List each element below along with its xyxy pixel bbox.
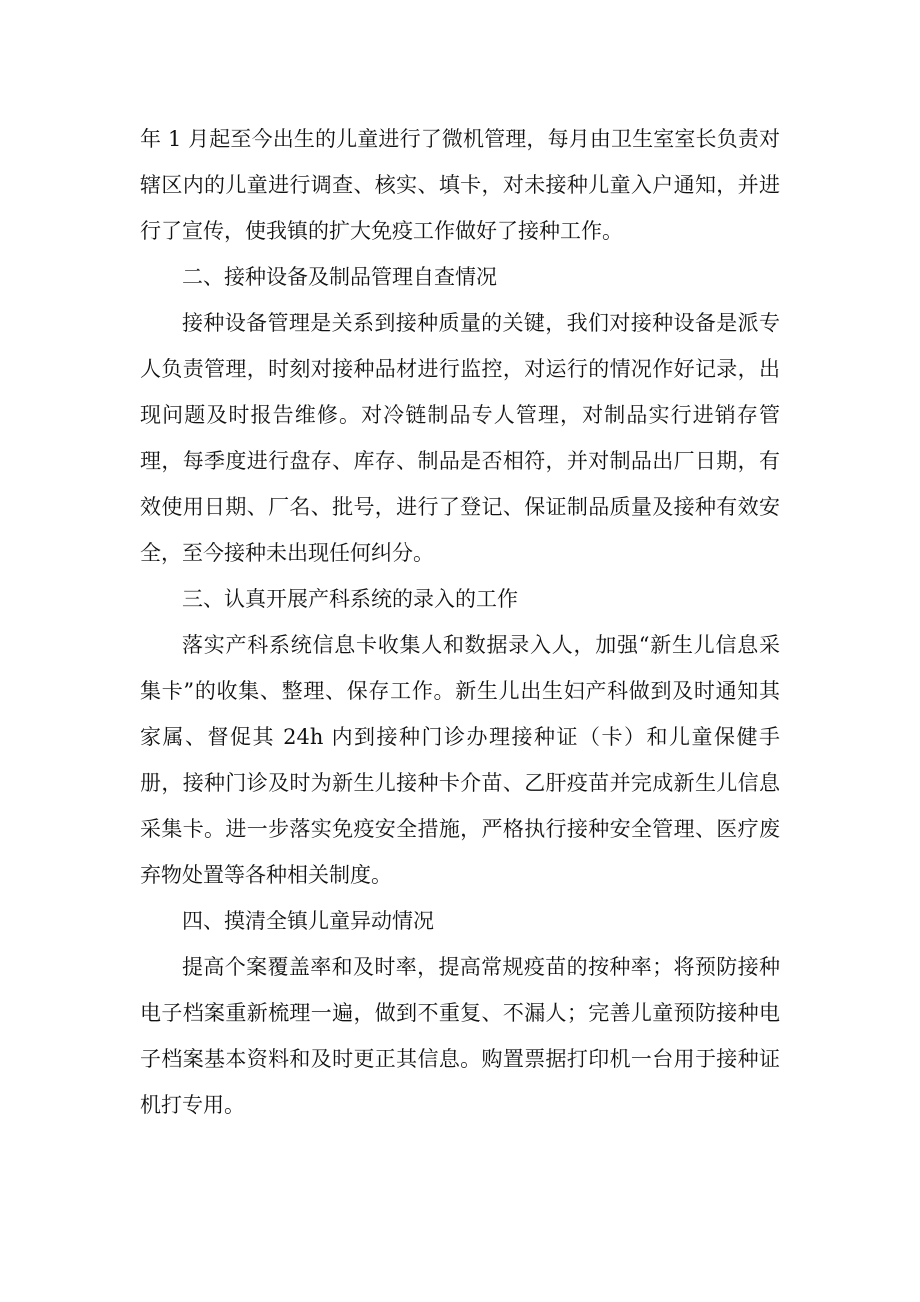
section-heading-4: 四、摸清全镇儿童异动情况 [182,909,434,933]
document-body [140,116,780,1128]
section-heading-2: 二、接种设备及制品管理自查情况 [182,265,497,289]
paragraph-continuation: 年 1 月起至今出生的儿童进行了微机管理，每月由卫生室室长负责对辖区内的儿童进行调查、核实、填卡，对未接种儿童入户通知，并进行了宣传，使我镇的扩大免疫工作做好了接种工作。 [140,127,780,243]
section-heading-3: 三、认真开展产科系统的录入的工作 [182,587,518,611]
paragraph-equipment-management: 接种设备管理是关系到接种质量的关键，我们对接种设备是派专人负责管理，时刻对接种品材进行监控，对运行的情况作好记录，出现问题及时报告维修。对冷链制品专人管理，对制品实行进销存管理，每季度进行盘存、库存、制品是否相符，并对制品出厂日期，有效使用日期、厂名、批号，进行了登记、保证制品质量及接种有效安全，至今接种未出现任何纠分。 [140,311,780,565]
paragraph-child-changes: 提高个案覆盖率和及时率，提高常规疫苗的按种率；将预防接种电子档案重新梳理一遍，做到不重复、不漏人；完善儿童预防接种电子档案基本资料和及时更正其信息。购置票据打印机一台用于接种证机打专用。 [140,955,780,1117]
paragraph-obstetrics-system: 落实产科系统信息卡收集人和数据录入人，加强“新生儿信息采集卡”的收集、整理、保存工作。新生儿出生妇产科做到及时通知其家属、督促其 24h 内到接种门诊办理接种证（卡）和儿童保健手册，接种门诊及时为新生儿接种卡介苗、乙肝疫苗并完成新生儿信息采集卡。进一步落实免疫安全措施，严格执行接种安全管理、医疗废弃物处置等各种相关制度。 [140,633,780,887]
